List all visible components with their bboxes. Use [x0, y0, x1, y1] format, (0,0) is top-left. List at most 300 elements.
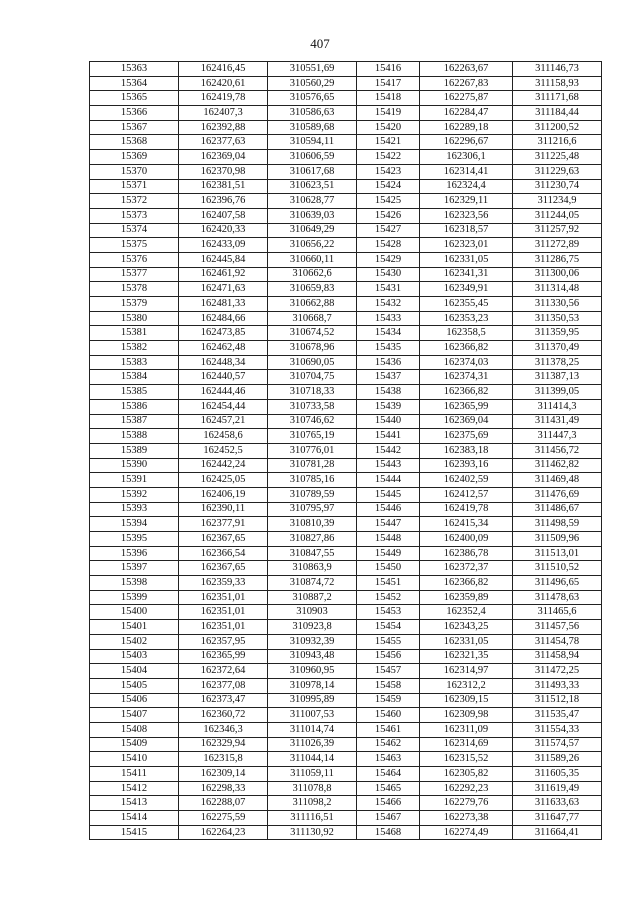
point-number-cell: 15421	[357, 135, 420, 150]
x-coordinate-cell: 162324,4	[420, 179, 513, 194]
point-number-cell: 15378	[90, 282, 179, 297]
x-coordinate-cell: 162309,14	[179, 767, 268, 782]
x-coordinate-cell: 162296,67	[420, 135, 513, 150]
x-coordinate-cell: 162367,65	[179, 561, 268, 576]
y-coordinate-cell: 310639,03	[268, 208, 357, 223]
y-coordinate-cell: 311300,06	[513, 267, 602, 282]
point-number-cell: 15455	[357, 634, 420, 649]
table-row	[90, 502, 602, 517]
point-number-cell: 15466	[357, 796, 420, 811]
point-number-cell: 15440	[357, 414, 420, 429]
x-coordinate-cell: 162419,78	[420, 502, 513, 517]
point-number-cell: 15468	[357, 825, 420, 840]
table-row	[90, 634, 602, 649]
table-row	[90, 737, 602, 752]
x-coordinate-cell: 162311,09	[420, 722, 513, 737]
point-number-cell: 15465	[357, 781, 420, 796]
x-coordinate-cell: 162275,59	[179, 811, 268, 826]
point-number-cell: 15447	[357, 517, 420, 532]
y-coordinate-cell: 310623,51	[268, 179, 357, 194]
table-row	[90, 517, 602, 532]
point-number-cell: 15398	[90, 576, 179, 591]
y-coordinate-cell: 311359,95	[513, 326, 602, 341]
y-coordinate-cell: 311574,57	[513, 737, 602, 752]
x-coordinate-cell: 162407,58	[179, 208, 268, 223]
point-number-cell: 15413	[90, 796, 179, 811]
table-row	[90, 576, 602, 591]
x-coordinate-cell: 162381,51	[179, 179, 268, 194]
point-number-cell: 15397	[90, 561, 179, 576]
point-number-cell: 15424	[357, 179, 420, 194]
page-number: 407	[310, 36, 330, 51]
x-coordinate-cell: 162279,76	[420, 796, 513, 811]
point-number-cell: 15436	[357, 355, 420, 370]
y-coordinate-cell: 311619,49	[513, 781, 602, 796]
y-coordinate-cell: 311130,92	[268, 825, 357, 840]
y-coordinate-cell: 311472,25	[513, 664, 602, 679]
x-coordinate-cell: 162275,87	[420, 91, 513, 106]
table-row	[90, 385, 602, 400]
table-row	[90, 135, 602, 150]
point-number-cell: 15367	[90, 120, 179, 135]
y-coordinate-cell: 311498,59	[513, 517, 602, 532]
point-number-cell: 15408	[90, 722, 179, 737]
x-coordinate-cell: 162298,33	[179, 781, 268, 796]
table-row	[90, 443, 602, 458]
point-number-cell: 15400	[90, 605, 179, 620]
point-number-cell: 15380	[90, 311, 179, 326]
table-row	[90, 120, 602, 135]
y-coordinate-cell: 310586,63	[268, 106, 357, 121]
point-number-cell: 15401	[90, 620, 179, 635]
point-number-cell: 15441	[357, 429, 420, 444]
y-coordinate-cell: 311633,63	[513, 796, 602, 811]
x-coordinate-cell: 162366,82	[420, 576, 513, 591]
x-coordinate-cell: 162471,63	[179, 282, 268, 297]
point-number-cell: 15406	[90, 693, 179, 708]
y-coordinate-cell: 311286,75	[513, 252, 602, 267]
point-number-cell: 15365	[90, 91, 179, 106]
y-coordinate-cell: 311026,39	[268, 737, 357, 752]
table-row	[90, 458, 602, 473]
x-coordinate-cell: 162367,65	[179, 532, 268, 547]
x-coordinate-cell: 162315,52	[420, 752, 513, 767]
point-number-cell: 15411	[90, 767, 179, 782]
table-row	[90, 267, 602, 282]
x-coordinate-cell: 162274,49	[420, 825, 513, 840]
x-coordinate-cell: 162349,91	[420, 282, 513, 297]
y-coordinate-cell: 311225,48	[513, 150, 602, 165]
y-coordinate-cell: 310660,11	[268, 252, 357, 267]
y-coordinate-cell: 311244,05	[513, 208, 602, 223]
x-coordinate-cell: 162416,45	[179, 62, 268, 77]
y-coordinate-cell: 311098,2	[268, 796, 357, 811]
y-coordinate-cell: 310551,69	[268, 62, 357, 77]
table-row	[90, 561, 602, 576]
table-row	[90, 297, 602, 312]
point-number-cell: 15391	[90, 473, 179, 488]
y-coordinate-cell: 311589,26	[513, 752, 602, 767]
point-number-cell: 15396	[90, 546, 179, 561]
x-coordinate-cell: 162415,34	[420, 517, 513, 532]
point-number-cell: 15431	[357, 282, 420, 297]
y-coordinate-cell: 311059,11	[268, 767, 357, 782]
y-coordinate-cell: 311399,05	[513, 385, 602, 400]
y-coordinate-cell: 311469,48	[513, 473, 602, 488]
y-coordinate-cell: 310659,83	[268, 282, 357, 297]
x-coordinate-cell: 162377,08	[179, 678, 268, 693]
x-coordinate-cell: 162289,18	[420, 120, 513, 135]
x-coordinate-cell: 162323,56	[420, 208, 513, 223]
x-coordinate-cell: 162273,38	[420, 811, 513, 826]
point-number-cell: 15438	[357, 385, 420, 400]
table-row	[90, 62, 602, 77]
table-row	[90, 811, 602, 826]
y-coordinate-cell: 311456,72	[513, 443, 602, 458]
x-coordinate-cell: 162331,05	[420, 252, 513, 267]
x-coordinate-cell: 162390,11	[179, 502, 268, 517]
point-number-cell: 15451	[357, 576, 420, 591]
point-number-cell: 15450	[357, 561, 420, 576]
point-number-cell: 15461	[357, 722, 420, 737]
point-number-cell: 15388	[90, 429, 179, 444]
table-row	[90, 282, 602, 297]
point-number-cell: 15403	[90, 649, 179, 664]
table-row	[90, 252, 602, 267]
x-coordinate-cell: 162445,84	[179, 252, 268, 267]
y-coordinate-cell: 310617,68	[268, 164, 357, 179]
x-coordinate-cell: 162314,41	[420, 164, 513, 179]
table-row	[90, 487, 602, 502]
table-row	[90, 752, 602, 767]
point-number-cell: 15371	[90, 179, 179, 194]
point-number-cell: 15370	[90, 164, 179, 179]
x-coordinate-cell: 162425,05	[179, 473, 268, 488]
x-coordinate-cell: 162484,66	[179, 311, 268, 326]
point-number-cell: 15364	[90, 76, 179, 91]
table-row	[90, 238, 602, 253]
point-number-cell: 15372	[90, 194, 179, 209]
point-number-cell: 15376	[90, 252, 179, 267]
x-coordinate-cell: 162309,98	[420, 708, 513, 723]
x-coordinate-cell: 162352,4	[420, 605, 513, 620]
point-number-cell: 15439	[357, 399, 420, 414]
point-number-cell: 15430	[357, 267, 420, 282]
y-coordinate-cell: 311078,8	[268, 781, 357, 796]
point-number-cell: 15389	[90, 443, 179, 458]
x-coordinate-cell: 162264,23	[179, 825, 268, 840]
coordinates-table	[89, 61, 602, 840]
y-coordinate-cell: 310594,11	[268, 135, 357, 150]
y-coordinate-cell: 311454,78	[513, 634, 602, 649]
x-coordinate-cell: 162419,78	[179, 91, 268, 106]
y-coordinate-cell: 310560,29	[268, 76, 357, 91]
y-coordinate-cell: 311465,6	[513, 605, 602, 620]
x-coordinate-cell: 162331,05	[420, 634, 513, 649]
y-coordinate-cell: 310678,96	[268, 341, 357, 356]
y-coordinate-cell: 310576,65	[268, 91, 357, 106]
point-number-cell: 15387	[90, 414, 179, 429]
table-row	[90, 208, 602, 223]
x-coordinate-cell: 162407,3	[179, 106, 268, 121]
point-number-cell: 15437	[357, 370, 420, 385]
x-coordinate-cell: 162462,48	[179, 341, 268, 356]
x-coordinate-cell: 162473,85	[179, 326, 268, 341]
y-coordinate-cell: 310943,48	[268, 649, 357, 664]
x-coordinate-cell: 162346,3	[179, 722, 268, 737]
point-number-cell: 15446	[357, 502, 420, 517]
y-coordinate-cell: 311014,74	[268, 722, 357, 737]
y-coordinate-cell: 311493,33	[513, 678, 602, 693]
x-coordinate-cell: 162412,57	[420, 487, 513, 502]
y-coordinate-cell: 310923,8	[268, 620, 357, 635]
point-number-cell: 15402	[90, 634, 179, 649]
x-coordinate-cell: 162365,99	[179, 649, 268, 664]
y-coordinate-cell: 311314,48	[513, 282, 602, 297]
point-number-cell: 15404	[90, 664, 179, 679]
x-coordinate-cell: 162373,47	[179, 693, 268, 708]
y-coordinate-cell: 311486,67	[513, 502, 602, 517]
y-coordinate-cell: 311272,89	[513, 238, 602, 253]
x-coordinate-cell: 162481,33	[179, 297, 268, 312]
point-number-cell: 15392	[90, 487, 179, 502]
point-number-cell: 15448	[357, 532, 420, 547]
x-coordinate-cell: 162420,61	[179, 76, 268, 91]
table-row	[90, 532, 602, 547]
x-coordinate-cell: 162351,01	[179, 590, 268, 605]
y-coordinate-cell: 311216,6	[513, 135, 602, 150]
point-number-cell: 15435	[357, 341, 420, 356]
table-row	[90, 722, 602, 737]
x-coordinate-cell: 162305,82	[420, 767, 513, 782]
table-row	[90, 649, 602, 664]
point-number-cell: 15453	[357, 605, 420, 620]
table-row	[90, 825, 602, 840]
point-number-cell: 15381	[90, 326, 179, 341]
x-coordinate-cell: 162306,1	[420, 150, 513, 165]
point-number-cell: 15368	[90, 135, 179, 150]
point-number-cell: 15459	[357, 693, 420, 708]
x-coordinate-cell: 162323,01	[420, 238, 513, 253]
x-coordinate-cell: 162370,98	[179, 164, 268, 179]
point-number-cell: 15428	[357, 238, 420, 253]
y-coordinate-cell: 311330,56	[513, 297, 602, 312]
table-row	[90, 150, 602, 165]
x-coordinate-cell: 162454,44	[179, 399, 268, 414]
x-coordinate-cell: 162369,04	[179, 150, 268, 165]
y-coordinate-cell: 311044,14	[268, 752, 357, 767]
y-coordinate-cell: 310874,72	[268, 576, 357, 591]
x-coordinate-cell: 162353,23	[420, 311, 513, 326]
point-number-cell: 15383	[90, 355, 179, 370]
table-row	[90, 194, 602, 209]
x-coordinate-cell: 162375,69	[420, 429, 513, 444]
y-coordinate-cell: 311007,53	[268, 708, 357, 723]
y-coordinate-cell: 311605,35	[513, 767, 602, 782]
table-row	[90, 693, 602, 708]
table-row	[90, 590, 602, 605]
point-number-cell: 15426	[357, 208, 420, 223]
x-coordinate-cell: 162452,5	[179, 443, 268, 458]
table-row	[90, 781, 602, 796]
y-coordinate-cell: 311478,63	[513, 590, 602, 605]
table-row	[90, 414, 602, 429]
y-coordinate-cell: 311378,25	[513, 355, 602, 370]
y-coordinate-cell: 310995,89	[268, 693, 357, 708]
point-number-cell: 15395	[90, 532, 179, 547]
x-coordinate-cell: 162314,97	[420, 664, 513, 679]
point-number-cell: 15379	[90, 297, 179, 312]
y-coordinate-cell: 311370,49	[513, 341, 602, 356]
x-coordinate-cell: 162406,19	[179, 487, 268, 502]
point-number-cell: 15429	[357, 252, 420, 267]
point-number-cell: 15393	[90, 502, 179, 517]
y-coordinate-cell: 311350,53	[513, 311, 602, 326]
table-row	[90, 620, 602, 635]
x-coordinate-cell: 162386,78	[420, 546, 513, 561]
y-coordinate-cell: 311171,68	[513, 91, 602, 106]
table-row	[90, 326, 602, 341]
y-coordinate-cell: 310656,22	[268, 238, 357, 253]
point-number-cell: 15410	[90, 752, 179, 767]
point-number-cell: 15417	[357, 76, 420, 91]
point-number-cell: 15449	[357, 546, 420, 561]
table-row	[90, 796, 602, 811]
y-coordinate-cell: 311554,33	[513, 722, 602, 737]
table-row	[90, 399, 602, 414]
y-coordinate-cell: 310704,75	[268, 370, 357, 385]
x-coordinate-cell: 162365,99	[420, 399, 513, 414]
y-coordinate-cell: 310978,14	[268, 678, 357, 693]
y-coordinate-cell: 310785,16	[268, 473, 357, 488]
point-number-cell: 15399	[90, 590, 179, 605]
x-coordinate-cell: 162442,24	[179, 458, 268, 473]
y-coordinate-cell: 311512,18	[513, 693, 602, 708]
point-number-cell: 15427	[357, 223, 420, 238]
x-coordinate-cell: 162461,92	[179, 267, 268, 282]
point-number-cell: 15454	[357, 620, 420, 635]
x-coordinate-cell: 162292,23	[420, 781, 513, 796]
y-coordinate-cell: 311229,63	[513, 164, 602, 179]
point-number-cell: 15374	[90, 223, 179, 238]
point-number-cell: 15418	[357, 91, 420, 106]
point-number-cell: 15412	[90, 781, 179, 796]
y-coordinate-cell: 310887,2	[268, 590, 357, 605]
point-number-cell: 15458	[357, 678, 420, 693]
point-number-cell: 15462	[357, 737, 420, 752]
y-coordinate-cell: 311431,49	[513, 414, 602, 429]
y-coordinate-cell: 310847,55	[268, 546, 357, 561]
point-number-cell: 15384	[90, 370, 179, 385]
y-coordinate-cell: 311664,41	[513, 825, 602, 840]
point-number-cell: 15382	[90, 341, 179, 356]
y-coordinate-cell: 311146,73	[513, 62, 602, 77]
table-row	[90, 429, 602, 444]
point-number-cell: 15390	[90, 458, 179, 473]
point-number-cell: 15464	[357, 767, 420, 782]
y-coordinate-cell: 311234,9	[513, 194, 602, 209]
y-coordinate-cell: 310674,52	[268, 326, 357, 341]
y-coordinate-cell: 311257,92	[513, 223, 602, 238]
point-number-cell: 15394	[90, 517, 179, 532]
y-coordinate-cell: 311496,65	[513, 576, 602, 591]
x-coordinate-cell: 162374,03	[420, 355, 513, 370]
y-coordinate-cell: 311158,93	[513, 76, 602, 91]
x-coordinate-cell: 162396,76	[179, 194, 268, 209]
y-coordinate-cell: 311184,44	[513, 106, 602, 121]
point-number-cell: 15467	[357, 811, 420, 826]
x-coordinate-cell: 162457,21	[179, 414, 268, 429]
x-coordinate-cell: 162355,45	[420, 297, 513, 312]
point-number-cell: 15460	[357, 708, 420, 723]
point-number-cell: 15375	[90, 238, 179, 253]
point-number-cell: 15456	[357, 649, 420, 664]
x-coordinate-cell: 162369,04	[420, 414, 513, 429]
point-number-cell: 15463	[357, 752, 420, 767]
y-coordinate-cell: 311387,13	[513, 370, 602, 385]
table-row	[90, 179, 602, 194]
y-coordinate-cell: 311462,82	[513, 458, 602, 473]
x-coordinate-cell: 162440,57	[179, 370, 268, 385]
point-number-cell: 15434	[357, 326, 420, 341]
y-coordinate-cell: 310776,01	[268, 443, 357, 458]
x-coordinate-cell: 162351,01	[179, 620, 268, 635]
x-coordinate-cell: 162343,25	[420, 620, 513, 635]
point-number-cell: 15407	[90, 708, 179, 723]
y-coordinate-cell: 311230,74	[513, 179, 602, 194]
y-coordinate-cell: 311457,56	[513, 620, 602, 635]
table-row	[90, 164, 602, 179]
x-coordinate-cell: 162433,09	[179, 238, 268, 253]
x-coordinate-cell: 162392,88	[179, 120, 268, 135]
y-coordinate-cell: 310863,9	[268, 561, 357, 576]
point-number-cell: 15443	[357, 458, 420, 473]
x-coordinate-cell: 162321,35	[420, 649, 513, 664]
y-coordinate-cell: 310789,59	[268, 487, 357, 502]
x-coordinate-cell: 162372,64	[179, 664, 268, 679]
point-number-cell: 15422	[357, 150, 420, 165]
point-number-cell: 15377	[90, 267, 179, 282]
point-number-cell: 15442	[357, 443, 420, 458]
point-number-cell: 15432	[357, 297, 420, 312]
table-row	[90, 91, 602, 106]
y-coordinate-cell: 311647,77	[513, 811, 602, 826]
y-coordinate-cell: 310827,86	[268, 532, 357, 547]
point-number-cell: 15419	[357, 106, 420, 121]
y-coordinate-cell: 310733,58	[268, 399, 357, 414]
point-number-cell: 15452	[357, 590, 420, 605]
x-coordinate-cell: 162374,31	[420, 370, 513, 385]
x-coordinate-cell: 162444,46	[179, 385, 268, 400]
y-coordinate-cell: 311510,52	[513, 561, 602, 576]
table-row	[90, 106, 602, 121]
x-coordinate-cell: 162458,6	[179, 429, 268, 444]
y-coordinate-cell: 310718,33	[268, 385, 357, 400]
x-coordinate-cell: 162366,82	[420, 341, 513, 356]
table-row	[90, 473, 602, 488]
x-coordinate-cell: 162420,33	[179, 223, 268, 238]
x-coordinate-cell: 162288,07	[179, 796, 268, 811]
y-coordinate-cell: 310649,29	[268, 223, 357, 238]
point-number-cell: 15363	[90, 62, 179, 77]
x-coordinate-cell: 162359,33	[179, 576, 268, 591]
y-coordinate-cell: 311476,69	[513, 487, 602, 502]
y-coordinate-cell: 310690,05	[268, 355, 357, 370]
table-row	[90, 767, 602, 782]
point-number-cell: 15373	[90, 208, 179, 223]
point-number-cell: 15386	[90, 399, 179, 414]
table-row	[90, 311, 602, 326]
